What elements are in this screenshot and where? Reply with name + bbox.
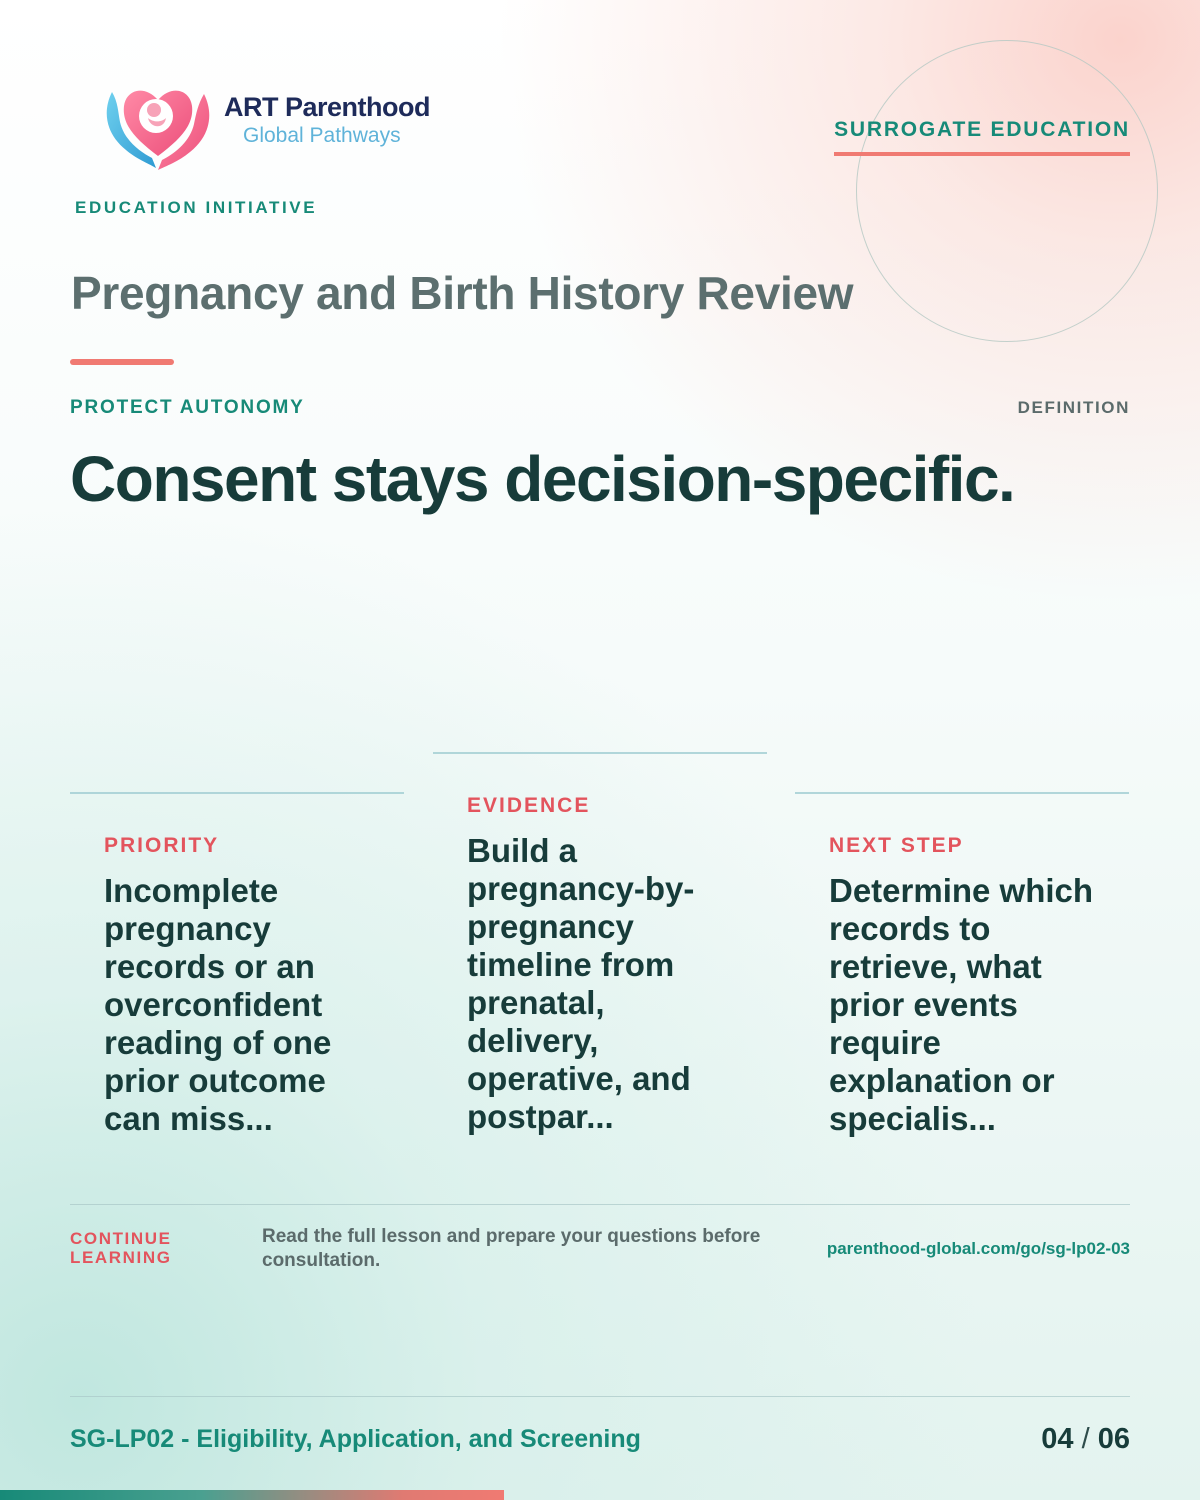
card-text: Determine which records to retrieve, what prior events require explanation or specialis... xyxy=(829,872,1094,1137)
kicker-label: PROTECT AUTONOMY xyxy=(70,397,305,418)
card-label: NEXT STEP xyxy=(829,834,964,857)
card-rule xyxy=(70,792,404,794)
footer-divider xyxy=(70,1396,1130,1397)
decorative-circle xyxy=(856,40,1158,342)
card-next-step xyxy=(795,792,1129,1138)
card-priority xyxy=(70,792,404,1138)
title-accent-bar xyxy=(70,359,174,365)
brand-name: ART Parenthood xyxy=(224,92,430,122)
cta-text: Read the full lesson and prepare your questions before consultation. xyxy=(262,1226,761,1271)
page-title: Pregnancy and Birth History Review xyxy=(71,267,854,319)
card-rule xyxy=(433,752,767,754)
card-text: Build a pregnancy-by-pregnancy timeline from prenatal, delivery, operative, and postpar... xyxy=(467,832,695,1135)
course-title: SG-LP02 - Eligibility, Application, and Screening xyxy=(70,1425,641,1453)
progress-bar xyxy=(0,1490,504,1500)
brand-subtitle: Global Pathways xyxy=(243,124,401,147)
page-total: 06 xyxy=(1097,1423,1130,1455)
card-label: EVIDENCE xyxy=(467,794,591,817)
definition-label: DEFINITION xyxy=(1017,398,1130,417)
card-evidence xyxy=(433,752,767,1136)
headline: Consent stays decision-specific. xyxy=(70,443,1015,515)
page-current: 04 xyxy=(1041,1423,1074,1455)
page-indicator xyxy=(1041,1423,1130,1456)
section-tag: SURROGATE EDUCATION xyxy=(834,118,1130,156)
card-text: Incomplete pregnancy records or an overconfident reading of one prior outcome can miss... xyxy=(104,872,332,1137)
lesson-link[interactable]: parenthood-global.com/go/sg-lp02-03 xyxy=(826,1239,1130,1258)
divider xyxy=(70,1204,1130,1205)
card-rule xyxy=(795,792,1129,794)
continue-learning-label: CONTINUE LEARNING xyxy=(70,1229,172,1267)
initiative-label: EDUCATION INITIATIVE xyxy=(75,198,318,217)
brand-logo-icon xyxy=(100,72,216,172)
card-label: PRIORITY xyxy=(104,834,220,857)
page-separator: / xyxy=(1081,1423,1090,1455)
